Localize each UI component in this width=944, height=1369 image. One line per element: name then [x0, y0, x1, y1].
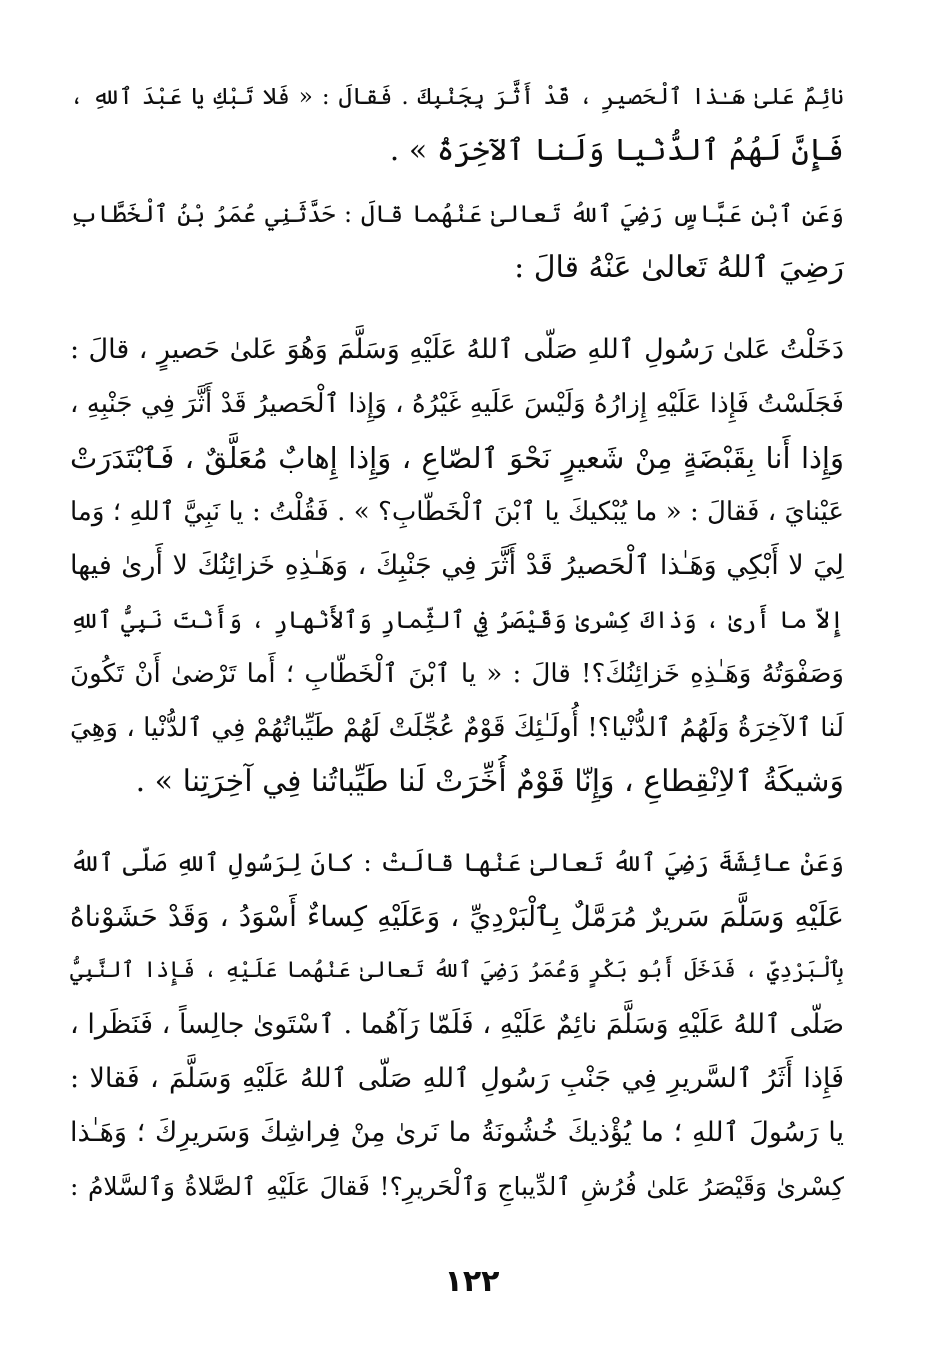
- text-line: يا رَسُولَ ٱللهِ ؛ ما يُؤْذيكَ خُشُونَةُ ما نَرىٰ مِنْ فِراشِكَ وَسَريرِكَ ؛ وَهَـٰذا: [70, 1117, 844, 1148]
- text-line: وَعَنِ ٱبْنِ عَبَّاسٍ رَضِيَ ٱللهُ تَعالىٰ عَنْهُما قالَ : حَدَّثَنِي عُمَرُ بْنُ ٱلْخَطَّابِ: [70, 200, 844, 228]
- text-line: صَلّى ٱللهُ عَلَيْهِ وَسَلَّمَ نائِمٌ عَلَيْهِ ، فَلَمّا رَآهُما . ٱسْتَوىٰ جالِساً ، فَنَظَرا ،: [70, 1009, 844, 1040]
- text-line: إِلاّ ما أَرىٰ ، وَذاكَ كِسْرىٰ وَقَيْصَرُ فِي ٱلثِّمارِ وَٱلأَنْهارِ ، وَأَنْتَ نَبِيُّ ٱللهِ: [70, 606, 844, 634]
- text-line: لِيَ لا أَبْكِي وَهَـٰذا ٱلْحَصيرُ قَدْ أَثَّرَ فِي جَنْبِكَ ، وَهَـٰذِهِ خَزائِنُكَ لا أَرىٰ فيها: [70, 550, 844, 581]
- page-number: ١٢٢: [444, 1264, 500, 1299]
- text-line: بِٱلْبَرْدِيِّ ، فَدَخَلَ أَبُو بَكْرٍ وَعُمَرُ رَضِيَ ٱللهُ تَعالىٰ عَنْهُما عَلَيْهِ ، فَإِذا ٱلنَّبِيُّ: [70, 958, 844, 983]
- text-line: فَإِنَّ لَهُمُ ٱلدُّنْيا وَلَنا ٱلآخِرَةُ » .: [389, 133, 844, 168]
- text-line: وَإِذا أَنا بِقَبْضَةٍ مِنْ شَعيرٍ نَحْوَ ٱلصّاعِ ، وَإِذا إِهابٌ مُعَلَّقٌ ، فَٱبْتَدَرَتْ: [70, 441, 844, 475]
- text-line: فَجَلَسْتُ فَإِذا عَلَيْهِ إِزارُهُ وَلَيْسَ عَلَيهِ غَيْرُهُ ، وَإِذا ٱلْحَصيرُ قَدْ أَثَّرَ فِي جَنْبِهِ ،: [70, 389, 844, 419]
- text-line: وَصَفْوَتُهُ وَهَـٰذِهِ خَزائِنُكَ؟! قالَ : « يا ٱبْنَ ٱلْخَطّابِ ؛ أَما تَرْضىٰ أَنْ تَكُونَ: [70, 659, 844, 689]
- text-line: وَشيكَةُ ٱلاِنْقِطاعِ ، وَإِنّا قَوْمٌ أُخِّرَتْ لَنا طَيِّباتُنا فِي آخِرَتِنا » .: [135, 764, 844, 799]
- text-line: فَإِذا أَثَرُ ٱلسَّريرِ فِي جَنْبِ رَسُولِ ٱللهِ صَلّى ٱللهُ عَلَيْهِ وَسَلَّمَ ، فَقالا :: [70, 1063, 844, 1094]
- text-line: كِسْرىٰ وَقَيْصَرُ عَلىٰ فُرُشِ ٱلدِّيباجِ وَٱلْحَريرِ؟! فَقالَ عَلَيْهِ ٱلصَّلاةُ وَٱلسَّلامُ :: [70, 1172, 844, 1201]
- text-line: نائِمٌ عَلىٰ هَـٰذا ٱلْحَصيرِ ، قَدْ أَثَّرَ بِجَنْبِكَ . فَقالَ : « فَلا تَبْكِ يا عَبْدَ ٱللهِ ،: [70, 84, 844, 110]
- text-line: دَخَلْتُ عَلىٰ رَسُولِ ٱللهِ صَلّى ٱللهُ عَلَيْهِ وَسَلَّمَ وَهُوَ عَلىٰ حَصيرٍ ، قالَ :: [70, 334, 844, 365]
- text-line: رَضِيَ ٱللهُ تَعالىٰ عَنْهُ قالَ :: [514, 250, 844, 285]
- text-line: عَيْنايَ ، فَقالَ : « ما يُبْكيكَ يا ٱبْنَ ٱلْخَطّابِ؟ » . فَقُلْتُ : يا نَبِيَّ ٱللهِ ؛ وَما: [70, 497, 844, 527]
- text-line: وَعَنْ عائِشَةَ رَضِيَ ٱللهُ تَعالىٰ عَنْها قالَتْ : كانَ لِرَسُولِ ٱللهِ صَلّى ٱللهُ: [70, 848, 844, 877]
- text-line: عَلَيْهِ وَسَلَّمَ سَريرٌ مُرَمَّلٌ بِٱلْبَرْدِيِّ ، وَعَلَيْهِ كِساءٌ أَسْوَدُ ، وَقَدْ حَشَوْناهُ: [70, 900, 844, 933]
- text-line: لَنا ٱلآخِرَةُ وَلَهُمُ ٱلدُّنْيا؟! أُولَـٰئِكَ قَوْمٌ عُجِّلَتْ لَهُمْ طَيِّباتُهُمْ فِي ٱلدُّنْيا ، وَهِيَ: [70, 713, 844, 743]
